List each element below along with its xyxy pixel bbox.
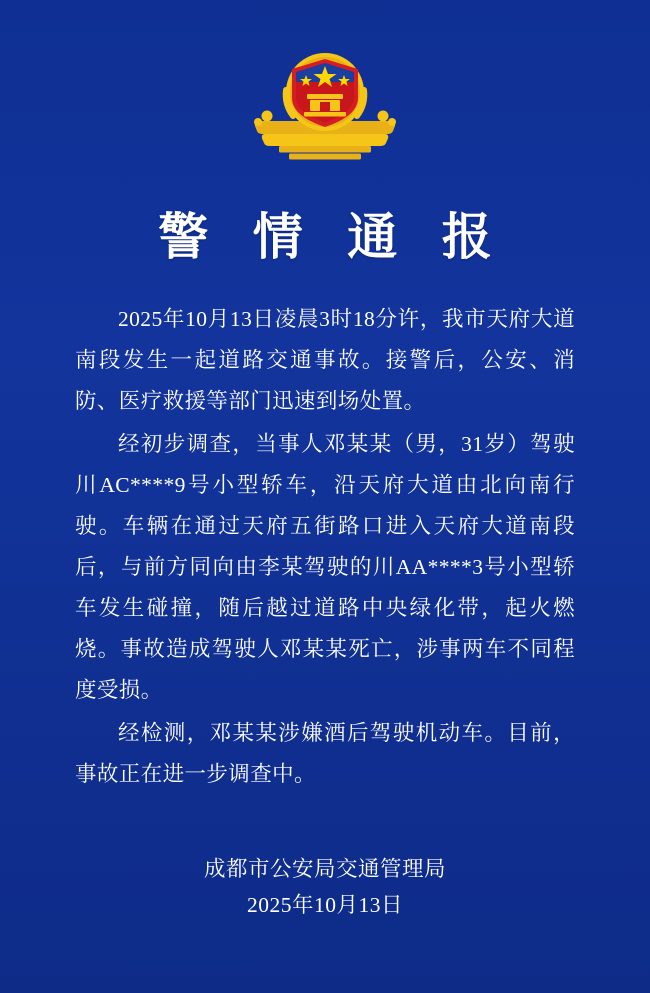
bulletin-body	[75, 299, 575, 797]
china-police-badge-icon	[250, 46, 400, 164]
paragraph-2: 经初步调查，当事人邓某某（男，31岁）驾驶川AC****9号小型轿车，沿天府大道由北向南行驶。车辆在通过天府五街路口进入天府大道南段后，与前方同向由李某驾驶的川AA****3号小型轿车发生碰撞，随后越过道路中央绿化带，起火燃烧。事故造成驾驶人邓某某死亡，涉事两车不同程度受损。	[75, 432, 575, 702]
signature-block	[0, 851, 650, 923]
paragraph-1: 2025年10月13日凌晨3时18分许，我市天府大道南段发生一起道路交通事故。接警后，公安、消防、医疗救援等部门迅速到场处置。	[75, 307, 575, 413]
issuing-organization: 成都市公安局交通管理局	[203, 857, 446, 881]
issue-date: 2025年10月13日	[246, 893, 403, 917]
page-title: 警 情 通 报	[158, 209, 508, 265]
paragraph-3: 经检测，邓某某涉嫌酒后驾驶机动车。目前，事故正在进一步调查中。	[75, 721, 575, 786]
emblem-container	[250, 46, 400, 164]
